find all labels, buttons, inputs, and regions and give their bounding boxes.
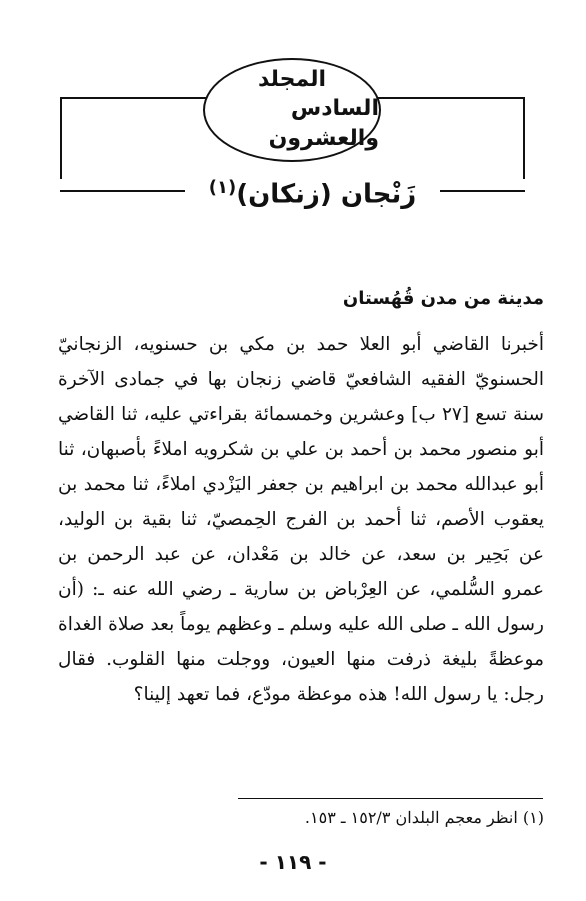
volume-oval: [203, 58, 381, 162]
volume-label: المجلد: [257, 67, 327, 92]
page-number: - ١١٩ -: [259, 850, 327, 874]
chapter-title: [190, 168, 435, 215]
volume-number: السادس والعشرون: [268, 96, 379, 151]
footnote: (١) انظر معجم البلدان ١٥٢/٣ ـ ١٥٣.: [304, 808, 544, 827]
body-paragraph: أخبرنا القاضي أبو العلا حمد بن مكي بن حسنويه، الزنجانيّ الحسنويّ الفقيه الشافعيّ قاضي زنجان بها في جمادى الآخرة سنة تسع [٢٧ ب] وعشرين وخمسمائة بقراءتي عليه، ثنا القاضي أبو منصور محمد بن أحمد بن علي بن شكرويه املاءً بأصبهان، ثنا أبو عبدالله محمد بن ابراهيم بن جعفر اليَزْدي املاءً، ثنا محمد بن يعقوب الأصم، ثنا أحمد بن الفرج الحِمصيّ، ثنا بقية بن الوليد، عن بَحِير بن سعد، عن خالد بن مَعْدان، عن عبد الرحمن بن عمرو السُّلمي، عن العِرْباض بن سارية ـ رضي الله عنه ـ: (أن رسول الله ـ صلى الله عليه وسلم ـ وعظهم يوماً بعد صلاة الغداة موعظةً بليغة ذرفت منها العيون، ووجلت منها القلوب. فقال رجل: يا رسول الله! هذه موعظة مودّع، فما تعهد إلينا؟: [58, 334, 544, 705]
title-rule-left: [60, 190, 185, 192]
subtitle: مدينة من مدن قُهُستان: [342, 288, 544, 309]
footnote-divider: [238, 798, 543, 799]
title-rule-right: [440, 190, 525, 192]
chapter-title-text: زَنْجان (زنكان): [236, 179, 417, 210]
body-text: [58, 327, 544, 712]
chapter-footnote-marker: (١): [208, 177, 237, 198]
